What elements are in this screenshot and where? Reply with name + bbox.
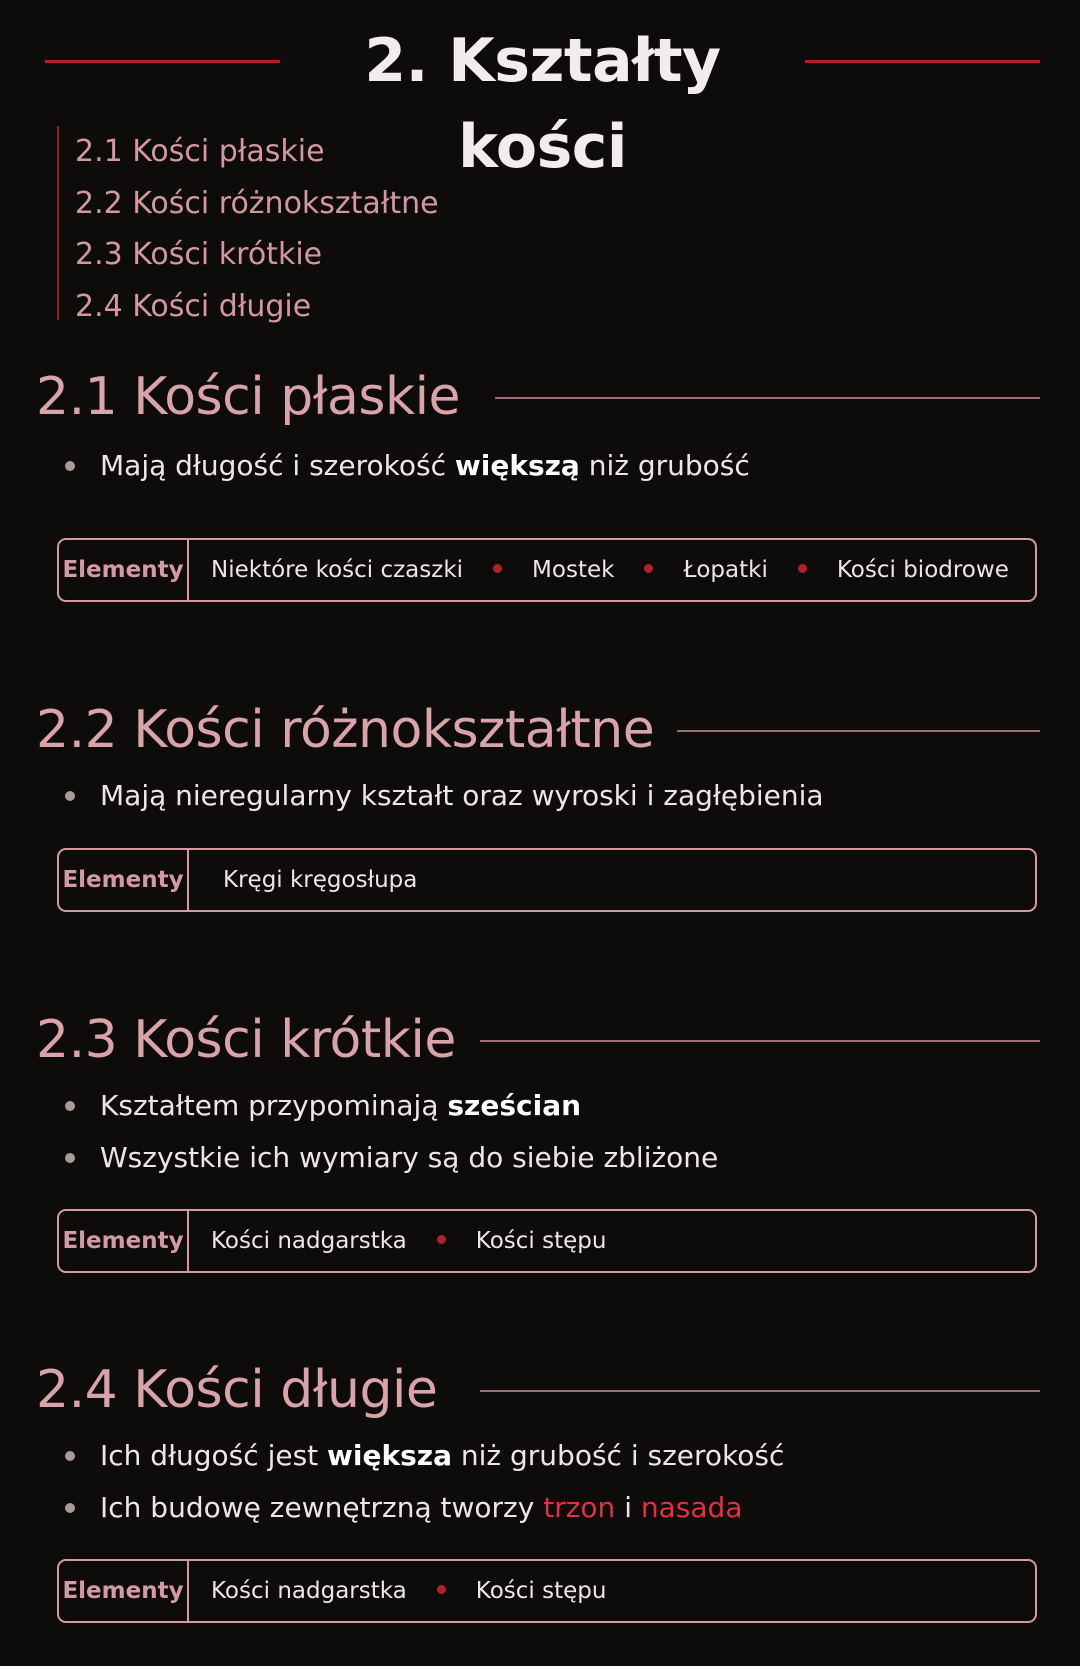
toc-item-2-4[interactable]: 2.4 Kości długie (75, 288, 312, 324)
section-title: 2.4 Kości długie (36, 1360, 438, 1420)
separator-dot (644, 564, 653, 573)
elements-list (211, 1561, 606, 1621)
separator-dot (798, 564, 807, 573)
section-rule (495, 397, 1040, 399)
bullet-list (0, 440, 1080, 492)
bullet-item: Wszystkie ich wymiary są do siebie zbliżone (0, 1132, 1080, 1184)
section-irregular-bones (0, 690, 1080, 893)
section-title: 2.2 Kości różnokształtne (36, 700, 655, 760)
element-item: Niektóre kości czaszki (211, 557, 464, 583)
section-short-bones (0, 1000, 1080, 1254)
bullet-list (0, 1430, 1080, 1533)
section-rule (480, 1390, 1040, 1392)
separator-dot (493, 564, 502, 573)
bullet-dot (65, 461, 75, 471)
element-item: Kości nadgarstka (211, 1578, 407, 1604)
element-item: Kości biodrowe (836, 557, 1009, 583)
element-item: Kości stępu (475, 1228, 607, 1254)
section-flat-bones (0, 357, 1080, 583)
bullet-dot (65, 1503, 75, 1513)
bullet-item: Kształtem przypominają sześcian (0, 1080, 1080, 1132)
section-title: 2.1 Kości płaskie (36, 367, 461, 427)
bullet-dot (65, 1153, 75, 1163)
section-rule (480, 1040, 1040, 1042)
elements-box (57, 538, 1037, 602)
elements-label: Elementy (59, 850, 189, 910)
elements-list (223, 850, 417, 910)
elements-list (211, 540, 1009, 600)
element-item: Kości nadgarstka (211, 1228, 407, 1254)
element-item: Kręgi kręgosłupa (223, 867, 418, 893)
section-long-bones (0, 1350, 1080, 1604)
element-item: Łopatki (683, 557, 768, 583)
toc-item-2-1[interactable]: 2.1 Kości płaskie (75, 134, 325, 169)
section-title: 2.3 Kości krótkie (36, 1010, 456, 1070)
toc-item-2-2[interactable]: 2.2 Kości różnokształtne (75, 185, 439, 221)
bullet-dot (65, 791, 75, 801)
bullet-list (0, 1080, 1080, 1183)
highlight-term: nasada (640, 1490, 743, 1524)
bullet-dot (65, 1101, 75, 1111)
element-item: Kości stępu (475, 1578, 607, 1604)
separator-dot (437, 1585, 446, 1594)
bullet-item: Mają długość i szerokość większą niż grubość (0, 440, 1080, 492)
highlight-term: trzon (543, 1490, 616, 1524)
bullet-item: Mają nieregularny kształt oraz wyroski i zagłębienia (0, 770, 1080, 822)
elements-list (211, 1211, 606, 1271)
elements-label: Elementy (59, 1561, 189, 1621)
element-item: Mostek (532, 557, 615, 583)
bullet-list (0, 770, 1080, 822)
elements-label: Elementy (59, 1211, 189, 1271)
separator-dot (437, 1235, 446, 1244)
elements-label: Elementy (59, 540, 189, 600)
bullet-item: Ich budowę zewnętrzną tworzy trzon i nasada (0, 1482, 1080, 1534)
elements-box (57, 1559, 1037, 1623)
table-of-contents (57, 126, 439, 324)
header-rule-right (805, 60, 1040, 63)
bullet-dot (65, 1451, 75, 1461)
elements-box (57, 848, 1037, 912)
header-rule-left (45, 60, 280, 63)
section-rule (677, 730, 1040, 732)
page-title: 2. Kształty kości (364, 26, 721, 182)
elements-box (57, 1209, 1037, 1273)
toc-item-2-3[interactable]: 2.3 Kości krótkie (75, 237, 323, 272)
bullet-item: Ich długość jest większa niż grubość i szerokość (0, 1430, 1080, 1482)
